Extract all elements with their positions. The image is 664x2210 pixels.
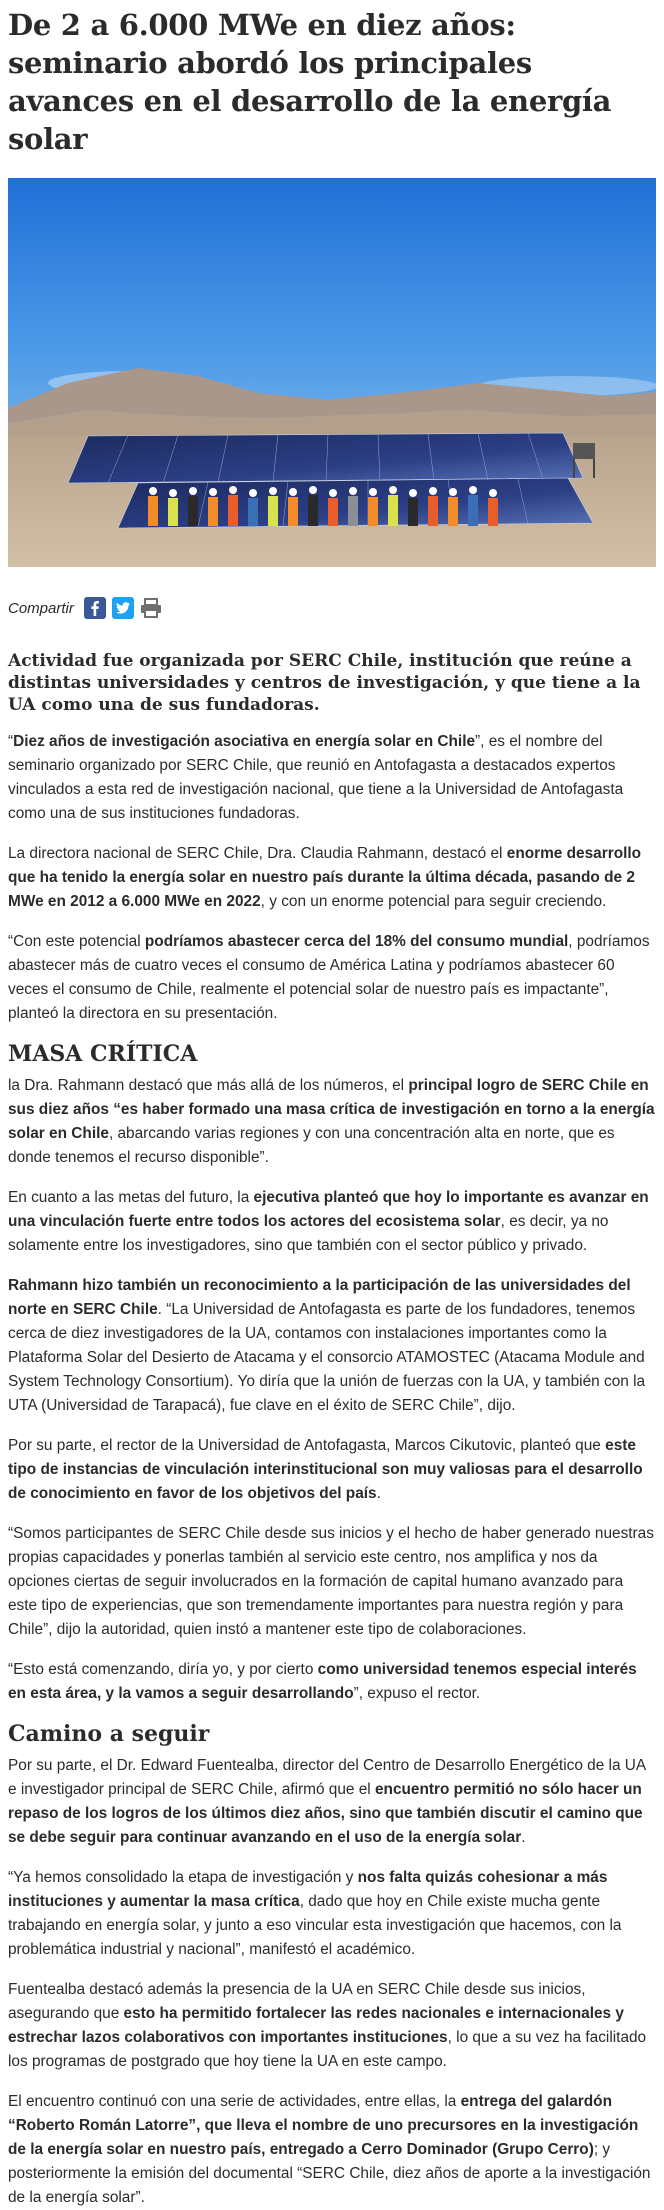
paragraph-5 <box>8 1186 656 1258</box>
paragraph-8 <box>8 1522 656 1642</box>
text-run: Por su parte, el rector de la Universidad de Antofagasta, Marcos Cikutovic, planteó que <box>8 1437 606 1454</box>
paragraph-10 <box>8 1754 656 1850</box>
bold-text: enorme desarrollo que ha tenido la energía solar en nuestro país durante la última década, pasando de 2 MWe en 2012 a 6.000 MWe en 2022 <box>8 845 642 910</box>
bold-text: ejecutiva planteó que hoy lo importante es avanzar en una vinculación fuerte entre todos los actores del ecosistema solar <box>8 1189 649 1230</box>
text-run: ”, expuso el rector. <box>353 1685 481 1702</box>
text-run: “ <box>8 733 14 750</box>
facebook-icon[interactable] <box>84 597 106 619</box>
text-run: En cuanto a las metas del futuro, la <box>8 1189 254 1206</box>
bold-text: nos falta quizás cohesionar a más instituciones y aumentar la masa crítica <box>8 1869 608 1910</box>
text-run: ; y posteriormente la emisión del documental “SERC Chile, diez años de aporte a la investigación de la energía solar”. <box>8 2141 651 2206</box>
text-run: “Somos participantes de SERC Chile desde sus inicios y el hecho de haber generado nuestras propias capacidades y ponerlas también al servicio este centro, nos amplifica y nos da opciones ciertas de seguir involucrados en la formación de capital humano avanzado para este tipo de experiencias, que son tremendamente importantes para nuestra región y para Chile”, dijo la autoridad, quien instó a mantener este tipo de colaboraciones. <box>8 1525 654 1638</box>
text-run: ”, es el nombre del seminario organizado por SERC Chile, que reunió en Antofagasta a destacados expertos vinculados a esta red de investigación nacional, que tiene a la Universidad de Antofagasta como una de sus instituciones fundadoras. <box>8 733 624 822</box>
text-run: El encuentro continuó con una serie de actividades, entre ellas, la <box>8 2093 461 2110</box>
text-run: “Esto está comenzando, diría yo, y por cierto <box>8 1661 318 1678</box>
text-run: . <box>521 1829 526 1846</box>
share-bar <box>8 597 656 619</box>
text-run: Fuentealba destacó además la presencia de la UA en SERC Chile desde sus inicios, asegurando que <box>8 1981 586 2022</box>
bold-text: principal logro de SERC Chile en sus diez años “es haber formado una masa crítica de investigación en torno a la energía solar en Chile <box>8 1077 655 1142</box>
text-run: la Dra. Rahmann destacó que más allá de los números, el <box>8 1077 409 1094</box>
text-run: , es decir, ya no solamente entre los investigadores, sino que también con el sector público y privado. <box>8 1213 609 1254</box>
paragraph-9 <box>8 1658 656 1706</box>
text-run: “Ya hemos consolidado la etapa de investigación y <box>8 1869 358 1886</box>
text-run: La directora nacional de SERC Chile, Dra. Claudia Rahmann, destacó el <box>8 845 507 862</box>
text-run: . <box>376 1485 381 1502</box>
paragraph-1 <box>8 730 656 826</box>
section-heading-masa-critica: MASA CRÍTICA <box>8 1041 198 1067</box>
text-run: , y con un enorme potencial para seguir creciendo. <box>260 893 607 910</box>
paragraph-13 <box>8 2090 656 2210</box>
paragraph-4 <box>8 1074 656 1170</box>
paragraph-6 <box>8 1274 656 1418</box>
bold-text: entrega del galardón “Roberto Román Latorre”, que lleva el nombre de uno precursores en la investigación de la energía solar en nuestro país, entregado a Cerro Dominador (Grupo Cerro) <box>8 2093 639 2158</box>
bold-text: Diez años de investigación asociativa en energía solar en Chile <box>13 733 476 750</box>
article-lead: Actividad fue organizada por SERC Chile, institución que reúne a distintas universidades y centros de investigación, y que tiene a la UA como una de sus fundadoras. <box>8 651 641 715</box>
bold-text: encuentro permitió no sólo hacer un repaso de los logros de los últimos diez años, sino que también discutir el camino que se debe seguir para continuar avanzando en el uso de la energía solar <box>8 1781 643 1846</box>
print-icon[interactable] <box>140 597 162 619</box>
paragraph-7 <box>8 1434 656 1506</box>
bold-text: como universidad tenemos especial interés en esta área, y la vamos a seguir desarrollando <box>8 1661 637 1702</box>
bold-text: Rahmann hizo también un reconocimiento a la participación de las universidades del norte en SERC Chile <box>8 1277 631 1318</box>
paragraph-3 <box>8 930 656 1026</box>
text-run: , dado que hoy en Chile existe mucha gente trabajando en energía solar, y junto a eso vincular esta investigación que hacemos, con la problemática industrial y nacional”, manifestó el académico. <box>8 1893 622 1958</box>
section-heading-camino-a-seguir: Camino a seguir <box>8 1721 210 1747</box>
text-run: Por su parte, el Dr. Edward Fuentealba, director del Centro de Desarrollo Energético de la UA e investigador principal de SERC Chile, afirmó que el <box>8 1757 646 1798</box>
text-run: , podríamos abastecer más de cuatro veces el consumo de América Latina y podríamos abastecer 60 veces el consumo de Chile, realmente el potencial solar de nuestro país es impactante”, planteó la directora en su presentación. <box>8 933 650 1022</box>
hero-photo-solar-plant <box>8 178 656 567</box>
text-run: , lo que a su vez ha facilitado los programas de postgrado que hoy tiene la UA en este campo. <box>8 2029 647 2070</box>
twitter-icon[interactable] <box>112 597 134 619</box>
text-run: , abarcando varias regiones y con una concentración alta en norte, que es donde tenemos el recurso disponible”. <box>8 1125 615 1166</box>
text-run: . “La Universidad de Antofagasta es parte de los fundadores, tenemos cerca de diez investigadores de la UA, contamos con instalaciones importantes como la Plataforma Solar del Desierto de Atacama y el consorcio ATAMOSTEC (Atacama Module and System Technology Consortium). Yo diría que la unión de fuerzas con la UA, y también con la UTA (Universidad de Tarapacá), fue clave en el éxito de SERC Chile”, dijo. <box>8 1301 646 1414</box>
share-label: Compartir <box>8 599 74 617</box>
bold-text: podríamos abastecer cerca del 18% del consumo mundial <box>144 933 569 950</box>
text-run: “Con este potencial <box>8 933 145 950</box>
bold-text: esto ha permitido fortalecer las redes nacionales e internacionales y estrechar lazos colaborativos con importantes instituciones <box>8 2005 624 2046</box>
article-title: De 2 a 6.000 MWe en diez años: seminario abordó los principales avances en el desarrollo de la energía solar <box>8 8 612 156</box>
bold-text: este tipo de instancias de vinculación interinstitucional son muy valiosas para el desarrollo de conocimiento en favor de los objetivos del país <box>8 1437 643 1502</box>
paragraph-2 <box>8 842 656 914</box>
paragraph-11 <box>8 1866 656 1962</box>
paragraph-12 <box>8 1978 656 2074</box>
